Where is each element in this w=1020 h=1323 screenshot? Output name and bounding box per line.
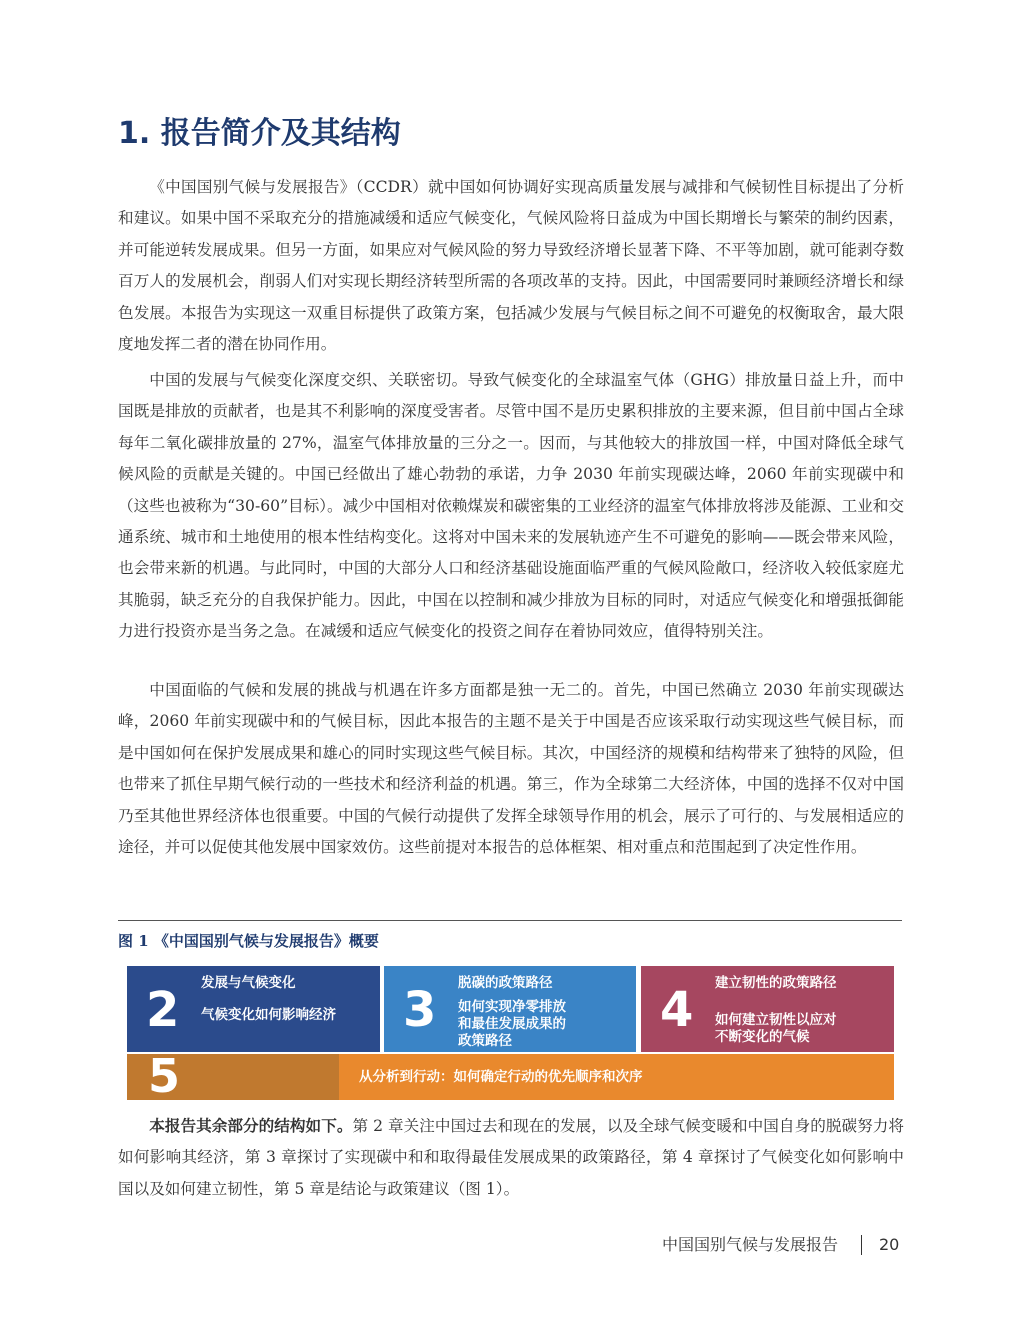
figure-box-chapter-2: [127, 966, 380, 1052]
structure-lead: 本报告其余部分的结构如下。: [149, 1116, 353, 1135]
paragraph-development-climate: 中国的发展与气候变化深度交织、关联密切。导致气候变化的全球温室气体（GHG）排放量日益上升，而中国既是排放的贡献者，也是其不利影响的深度受害者。尽管中国不是历史累积排放的主要来源，但目前中国占全球每年二氧化碳排放量的 27%，温室气体排放量的三分之一。因而，与其他较大的排放国一样，中国对降低全球气候风险的贡献是关键的。中国已经做出了雄心勃勃的承诺，力争 2030 年前实现碳达峰，2060 年前实现碳中和（这些也被称为“30-60”目标）。减少中国相对依赖煤炭和碳密集的工业经济的温室气体排放将涉及能源、工业和交通系统、城市和土地使用的根本性结构变化。这将对中国未来的发展轨迹产生不可避免的影响——既会带来风险，也会带来新的机遇。与此同时，中国的大部分人口和经济基础设施面临严重的气候风险敞口，经济收入较低家庭尤其脆弱，缺乏充分的自我保护能力。因此，中国在以控制和减少排放为目标的同时，对适应气候变化和增强抵御能力进行投资亦是当务之急。在减缓和适应气候变化的投资之间存在着协同效应，值得特别关注。: [118, 371, 905, 641]
chapter-number-5: 5: [148, 1054, 181, 1100]
figure-box-chapter-5: [127, 1054, 894, 1100]
paragraph-challenges: 中国面临的气候和发展的挑战与机遇在许多方面都是独一无二的。首先，中国已然确立 2030 年前实现碳达峰，2060 年前实现碳中和的气候目标，因此本报告的主题不是关于中国是否应该采取行动实现这些气候目标，而是中国如何在保护发展成果和雄心的同时实现这些气候目标。其次，中国经济的规模和结构带来了独特的风险，但也带来了抓住早期气候行动的一些技术和经济利益的机遇。第三，作为全球第二大经济体，中国的选择不仅对中国乃至其他世界经济体也很重要。中国的气候行动提供了发挥全球领导作用的机会，展示了可行的、与发展相适应的途径，并可以促使其他发展中国家效仿。这些前提对本报告的总体框架、相对重点和范围起到了决定性作用。: [118, 681, 904, 857]
box3-line-2: 如何实现净零排放: [458, 999, 566, 1015]
figure-box-chapter-3: [384, 966, 636, 1052]
box3-title: 脱碳的政策路径: [458, 975, 553, 991]
page-footer: [0, 1232, 1020, 1258]
page-number: 20: [879, 1235, 900, 1254]
box2-subtitle: 气候变化如何影响经济: [201, 1007, 336, 1023]
footer-report-title: 中国国别气候与发展报告: [662, 1235, 839, 1254]
box4-title: 建立韧性的政策路径: [715, 975, 837, 991]
box3-line-3: 和最佳发展成果的: [458, 1016, 566, 1032]
box4-line-3: 不断变化的气候: [715, 1029, 810, 1045]
box2-title: 发展与气候变化: [201, 975, 296, 991]
box5-text: 从分析到行动：如何确定行动的优先顺序和次序: [359, 1069, 643, 1085]
box3-line-4: 政策路径: [458, 1033, 512, 1049]
chapter-number-4: 4: [660, 982, 694, 1038]
figure-caption: 图 1 《中国国别气候与发展报告》概要: [118, 932, 379, 950]
page-title: 1. 报告简介及其结构: [118, 116, 401, 151]
chapter-number-2: 2: [146, 982, 180, 1038]
figure-top-rule: [118, 920, 902, 921]
paragraph-structure: [118, 1110, 904, 1205]
figure-box-chapter-4: [641, 966, 894, 1052]
structure-text: 第 2 章关注中国过去和现在的发展，以及全球气候变暖和中国自身的脱碳努力将如何影响其经济，第 3 章探讨了实现碳中和和取得最佳发展成果的政策路径，第 4 章探讨了气候变化如何影响中国以及如何建立韧性，第 5 章是结论与政策建议（图 1）。: [118, 1117, 904, 1198]
footer-divider: [861, 1235, 862, 1255]
paragraph-intro: 《中国国别气候与发展报告》（CCDR）就中国如何协调好实现高质量发展与减排和气候韧性目标提出了分析和建议。如果中国不采取充分的措施减缓和适应气候变化，气候风险将日益成为中国长期增长与繁荣的制约因素，并可能逆转发展成果。但另一方面，如果应对气候风险的努力导致经济增长显著下降、不平等加剧，就可能剥夺数百万人的发展机会，削弱人们对实现长期经济转型所需的各项改革的支持。因此，中国需要同时兼顾经济增长和绿色发展。本报告为实现这一双重目标提供了政策方案，包括减少发展与气候目标之间不可避免的权衡取舍，最大限度地发挥二者的潜在协同作用。: [118, 178, 904, 354]
chapter-number-3: 3: [403, 982, 437, 1038]
box4-line-2: 如何建立韧性以应对: [715, 1012, 837, 1028]
